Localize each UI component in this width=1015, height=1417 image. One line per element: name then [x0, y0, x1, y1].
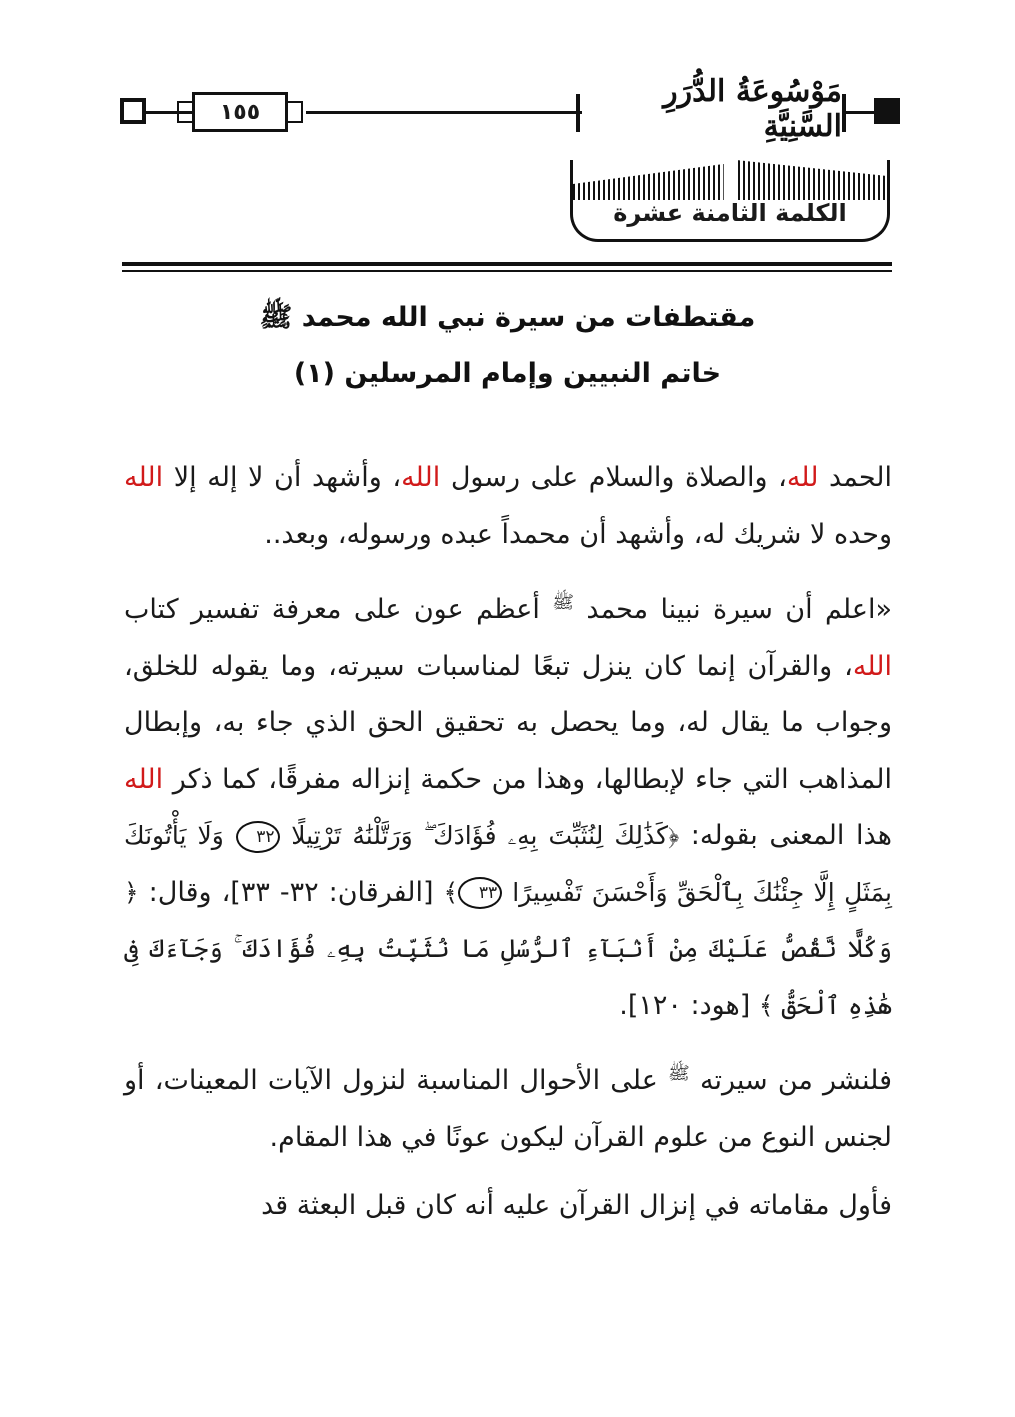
series-title: مَوْسُوعَةُ الدُّرَرِ السَّنِيَّةِ	[582, 86, 842, 132]
ayah-number: ٣٢	[236, 821, 280, 853]
section-tab	[570, 160, 890, 242]
quran-verse: ﴿كَذَٰلِكَ لِنُثَبِّتَ بِهِۦ فُؤَادَكَ ۖ وَرَتَّلْنَٰهُ تَرْتِيلًا	[291, 821, 680, 850]
page-number: ١٥٥	[192, 92, 288, 132]
salla-symbol: ﷺ	[552, 592, 574, 613]
divider-rule	[122, 262, 892, 266]
body-text	[124, 450, 892, 1247]
header-square-ornament-left	[120, 98, 146, 124]
quran-verse: وَلَا يَأْتُونَكَ بِمَثَلٍ إِلَّا جِئْنَٰكَ بِٱلْحَقِّ وَأَحْسَنَ تَفْسِيرًا	[124, 821, 892, 907]
chapter-subtitle: خاتم النبيين وإمام المرسلين (١)	[293, 358, 722, 389]
paragraph-2: «اعلم أن سيرة نبينا محمد $^ﷺ$ أعظم عون على معرفة تفسير كتاب الله، والقرآن إنما كان ينزل تبعًا لمناسبات سيرته، وما يقوله للخلق، وجواب ما يقال له، وما يحصل به تحقيق الحق الذي جاء به، وإبطال المذاهب التي جاء لإبطالها، وهذا من حكمة إنزاله مفرقًا، كما ذكر الله هذا المعنى بقوله: ﴿كَذَٰلِكَ لِنُثَبِّتَ بِهِۦ فُؤَادَكَ ۖ وَرَتَّلْنَٰهُ تَرْتِيلًا ٣٢ وَلَا يَأْتُونَكَ بِمَثَلٍ إِلَّا جِئْنَٰكَ بِٱلْحَقِّ وَأَحْسَنَ تَفْسِيرًا ٣٣﴾ [الفرقان: ٣٢- ٣٣]، وقال: ﴿ وَكُلًّا نَّقُصُّ عَلَيْكَ مِنْ أَنۢبَآءِ ٱلرُّسُلِ مَا نُثَبِّتُ بِهِۦ فُؤَادَكَ ۚ وَجَآءَكَ فِى هَٰذِهِ ٱلْحَقُّ ﴾ [هود: ١٢٠].	[124, 592, 892, 1021]
header-square-ornament-right	[874, 98, 900, 124]
page-header	[120, 74, 900, 144]
salla-symbol: ﷺ	[668, 1063, 690, 1084]
paragraph-1: الحمد لله، والصلاة والسلام على رسول الله، وأشهد أن لا إله إلا الله وحده لا شريك له، وأشهد أن محمداً عبده ورسوله، وبعد..	[124, 462, 892, 550]
quran-verse: ﴿ وَكُلًّا نَّقُصُّ عَلَيْكَ مِنْ أَنۢبَآءِ ٱلرُّسُلِ مَا نُثَبِّتُ بِهِۦ فُؤَادَكَ ۚ وَجَآءَكَ فِى هَٰذِهِ ٱلْحَقُّ ﴾	[124, 877, 892, 1020]
paragraph-3: فلنشر من سيرته $^ﷺ$ على الأحوال المناسبة لنزول الآيات المعينات، أو لجنس النوع من علوم القرآن ليكون عونًا في هذا المقام.	[124, 1063, 892, 1153]
paragraph-4: فأول مقاماته في إنزال القرآن عليه أنه كان قبل البعثة قد	[261, 1190, 892, 1221]
section-label: الكلمة الثامنة عشرة	[613, 199, 847, 227]
ayah-number: ٣٣	[458, 877, 502, 909]
divider-rule-thin	[122, 270, 892, 272]
chapter-title: مقتطفات من سيرة نبي الله محمد ﷺ	[259, 302, 756, 333]
